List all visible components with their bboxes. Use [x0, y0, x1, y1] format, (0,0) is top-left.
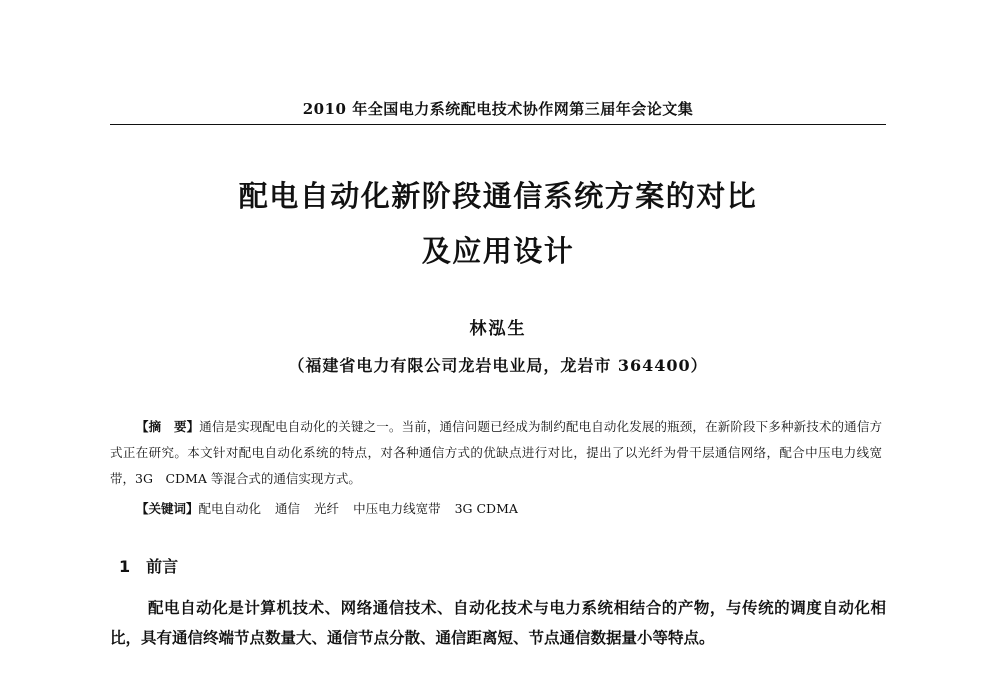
paper-title-line-2: 及应用设计: [421, 234, 575, 268]
running-header: 2010 年全国电力系统配电技术协作网第三届年会论文集: [302, 100, 694, 118]
keywords-label: 【关键词】: [136, 501, 199, 516]
section-heading-intro: [119, 554, 178, 577]
keyword: 通信: [275, 501, 301, 516]
section-title: 前言: [146, 557, 179, 576]
abstract-text: 通信是实现配电自动化的关键之一。当前，通信问题已经成为制约配电自动化发展的瓶颈，在新阶段下多种新技术的通信方式正在研究。本文针对配电自动化系统的特点，对各种通信方式的优缺点进行对比，提出了以光纤为骨干层通信网络，配合中压电力线宽带，3G CDMA 等混合式的通信实现方式。: [110, 419, 882, 486]
body-paragraph: 配电自动化是计算机技术、网络通信技术、自动化技术与电力系统相结合的产物，与传统的调度自动化相比，具有通信终端节点数量大、通信节点分散、通信距离短、节点通信数据量小等特点。: [110, 598, 886, 647]
section-number: 1: [119, 557, 131, 576]
keyword: 配电自动化: [198, 501, 262, 516]
keyword: 光纤: [314, 501, 340, 516]
keywords: [136, 497, 882, 521]
header-rule: [110, 124, 886, 125]
keyword: 中压电力线宽带: [353, 501, 441, 516]
keyword: 3G CDMA: [454, 501, 518, 516]
abstract: [110, 414, 882, 492]
abstract-label: 【摘 要】: [136, 419, 200, 434]
author-name: 林泓生: [469, 319, 527, 339]
paper-title-line-1: 配电自动化新阶段通信系统方案的对比: [238, 179, 758, 213]
author-affiliation: （福建省电力有限公司龙岩电业局，龙岩市 364400）: [288, 356, 708, 375]
